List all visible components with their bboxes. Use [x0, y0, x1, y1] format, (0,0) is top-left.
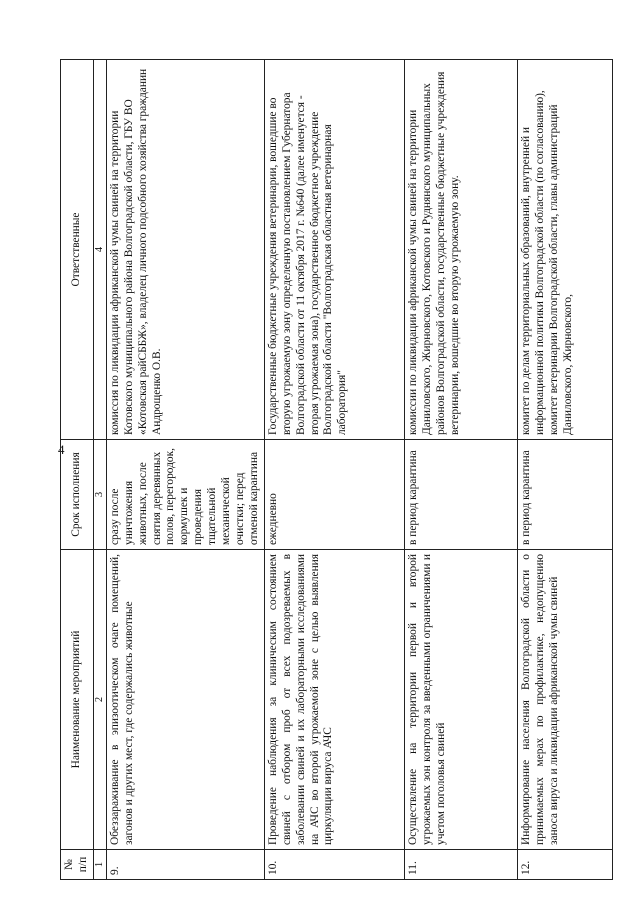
row-number: 12. — [517, 850, 612, 880]
row-number: 9. — [106, 850, 264, 880]
row-term: ежедневно — [264, 440, 404, 550]
header-row — [61, 60, 94, 880]
row-term: сразу после уничтожения животных, после снятия деревянных полов, перегородок, кормушек и проведения тщательной механической очистки; перед отменой карантина — [106, 440, 264, 550]
index-cell: 1 — [93, 850, 106, 880]
table-row — [517, 60, 612, 880]
row-measure: Осуществление на территории первой и второй угрожаемых зон контроля за введенными ограничениями и учетом поголовья свиней — [404, 550, 517, 850]
header-num: № п/п — [61, 850, 94, 880]
row-term: в период карантина — [517, 440, 612, 550]
index-row — [93, 60, 106, 880]
row-measure: Обеззараживание в эпизоотическом очаге помещений, загонов и других мест, где содержались животные — [106, 550, 264, 850]
row-term: в период карантина — [404, 440, 517, 550]
header-term: Срок исполнения — [61, 440, 94, 550]
table-row — [106, 60, 264, 880]
row-measure: Проведение наблюдения за клиническим состоянием свиней с отбором проб от всех подозреваемых в заболевании свиней и их лабораторными исследованиями на АЧС во второй угрожаемой зоне с целью выявления циркуляции вируса АЧС — [264, 550, 404, 850]
row-responsible: комиссии по ликвидации африканской чумы свиней на территории Даниловского, Жирновского, Котовского и Руднянского муниципальных районов Волгоградской области, государственные бюджетные учреждения ветеринарии, вошедшие во вторую угрожаемую зону. — [404, 60, 517, 440]
row-number: 10. — [264, 850, 404, 880]
index-cell: 3 — [93, 440, 106, 550]
table-row — [264, 60, 404, 880]
header-name: Наименование мероприятий — [61, 550, 94, 850]
page-number: 4 — [58, 442, 65, 457]
row-responsible: Государственные бюджетные учреждения ветеринарии, вошедшие во вторую угрожаемую зону определенную постановлением Губернатора Волгоградской области от 11 октября 2017 г. №640 (далее именуется - вторая угрожаемая зона), государственное бюджетное учреждение Волгоградской области "Волгоградская областная ветеринарная лаборатория" — [264, 60, 404, 440]
measures-table — [60, 59, 613, 880]
row-number: 11. — [404, 850, 517, 880]
index-cell: 2 — [93, 550, 106, 850]
row-measure: Информирование населения Волгоградской области о принимаемых мерах по профилактике, недопущению заноса вируса и ликвидации африканской чумы свиней — [517, 550, 612, 850]
row-responsible: комитет по делам территориальных образований, внутренней и информационной политики Волгоградской области (по согласованию), комитет ветеринарии Волгоградской области, главы администраций Даниловского, Жирновского, — [517, 60, 612, 440]
row-responsible: комиссия по ликвидации африканской чумы свиней на территории Котовского муниципального района Волгоградской области, ГБУ ВО «Котовская райСББЖ», владелец личного подсобного хозяйства гражданин Андрощенко О.В. — [106, 60, 264, 440]
rotated-page — [60, 60, 580, 880]
header-resp: Ответственные — [61, 60, 94, 440]
index-cell: 4 — [93, 60, 106, 440]
table-row — [404, 60, 517, 880]
